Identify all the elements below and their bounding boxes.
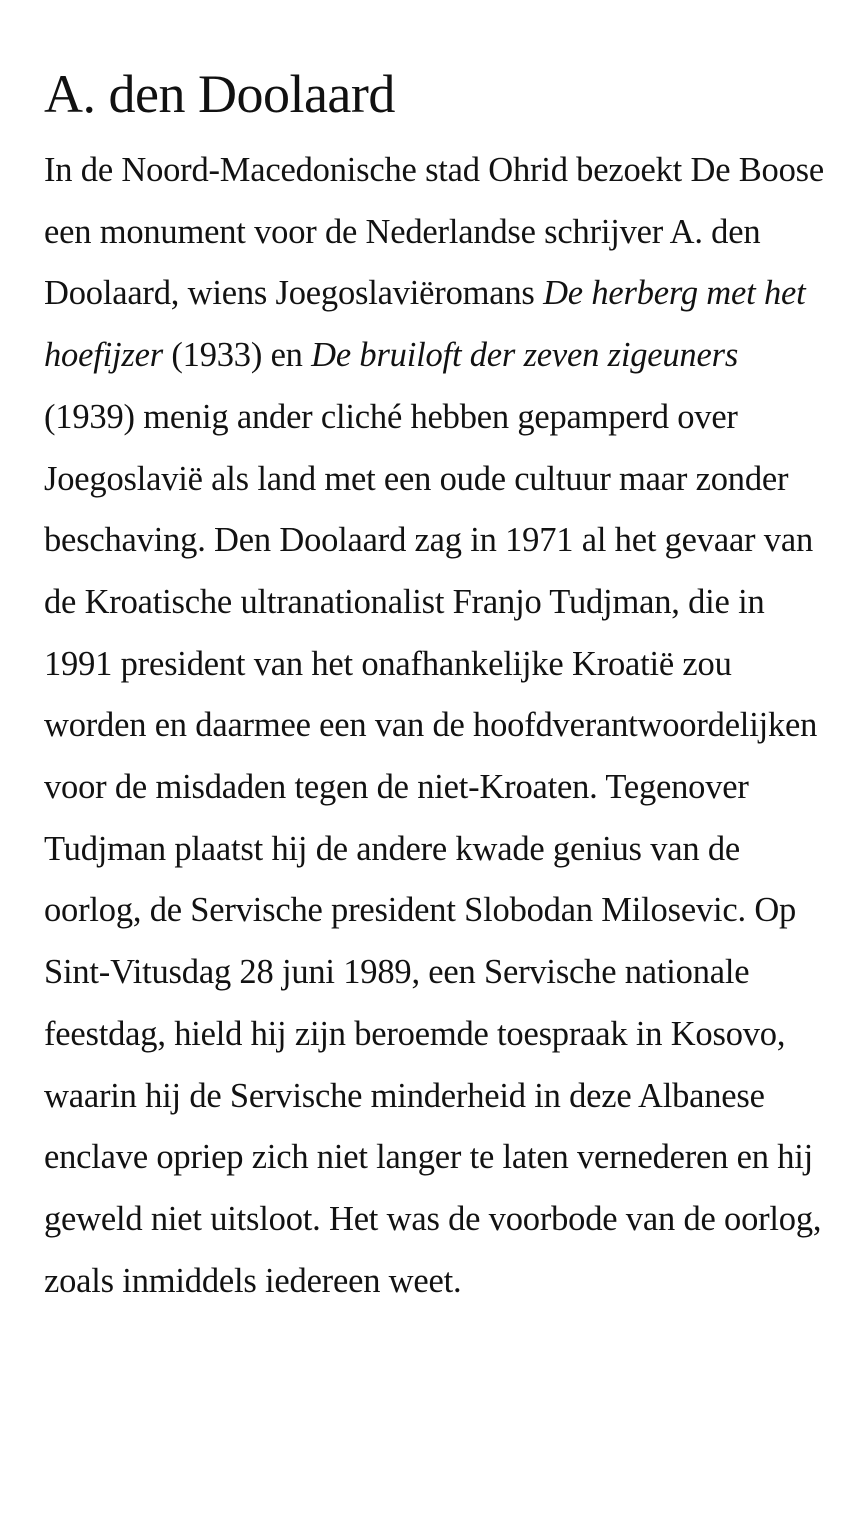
paragraph-text-part-3: (1939) menig ander cliché hebben gepamperd over Joegoslavië als land met een oude cultuur maar zonder beschaving. Den Doolaard zag in 1971 al het gevaar van de Kroatische ultranationalist Franjo Tudjman, die in 1991 president van het onafhankelijke Kroatië zou worden en daarmee een van de hoofdverantwoordelijken voor de misdaden tegen de niet-Kroaten. Tegenover Tudjman plaatst hij de andere kwade genius van de oorlog, de Servische president Slobodan Milosevic. Op Sint-Vitusdag 28 juni 1989, een Servische nationale feestdag, hield hij zijn beroemde toespraak in Kosovo, waarin hij de Servische minderheid in deze Albanese enclave opriep zich niet langer te laten vernederen en hij geweld niet uitsloot. Het was de voorbode van de oorlog, zoals inmiddels iedereen weet.	[44, 397, 822, 1300]
paragraph-text-part-2: (1933) en	[162, 336, 312, 375]
section-paragraph	[44, 140, 824, 1312]
book-title-herberg: De herberg met het hoefijzer	[44, 274, 806, 375]
section-heading: A. den Doolaard	[44, 64, 395, 124]
book-title-bruiloft: De bruiloft der zeven zigeuners	[311, 336, 739, 375]
paragraph-text-part-1: In de Noord-Macedonische stad Ohrid bezoekt De Boose een monument voor de Nederlandse schrijver A. den Doolaard, wiens Joegoslaviëromans	[44, 151, 824, 313]
